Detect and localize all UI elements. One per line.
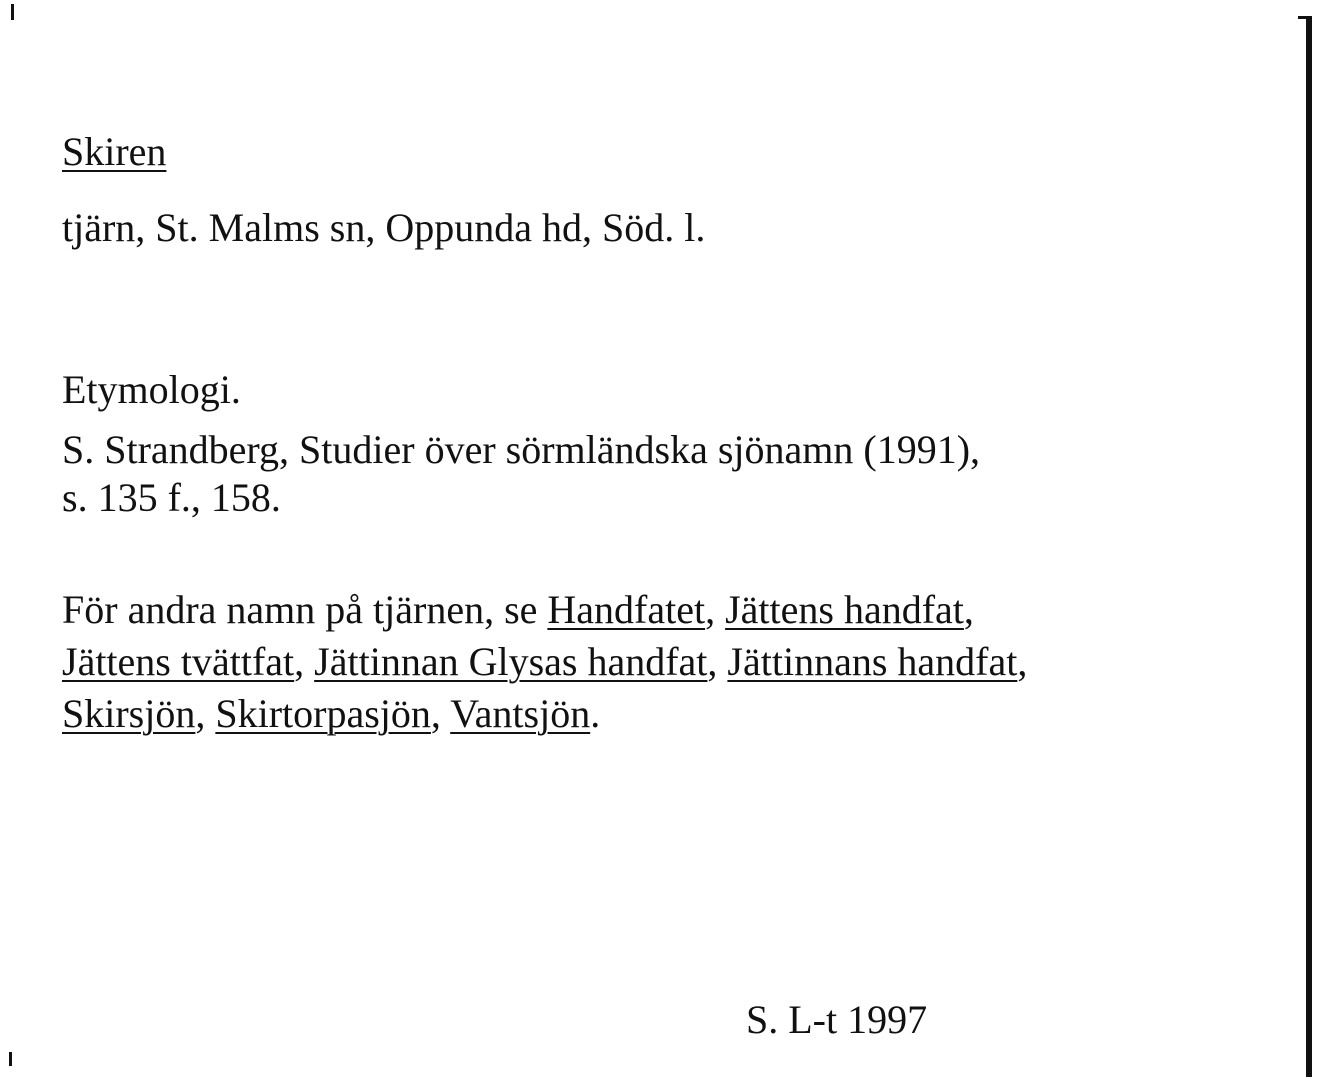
separator: ,: [705, 587, 726, 632]
separator: ,: [195, 691, 216, 736]
entry-title-line: [62, 128, 166, 176]
separator: ,: [430, 691, 451, 736]
other-names-line-2: [62, 638, 1027, 686]
scan-corner-mark-bottom: [9, 1052, 12, 1066]
link-skirtorpasjon[interactable]: Skirtorpasjön: [215, 691, 431, 736]
separator: ,: [963, 587, 974, 632]
entry-location: tjärn, St. Malms sn, Oppunda hd, Söd. l.: [62, 205, 706, 250]
scan-right-edge: [1306, 16, 1312, 1077]
other-names-intro: För andra namn på tjärnen, se: [62, 587, 548, 632]
other-names-line-1: [62, 586, 974, 634]
etymology-heading: Etymologi.: [62, 367, 241, 412]
final-period: .: [590, 691, 601, 736]
link-jattens-tvattfat[interactable]: Jättens tvättfat: [62, 639, 295, 684]
separator: ,: [1017, 639, 1028, 684]
link-handfatet[interactable]: Handfatet: [547, 587, 706, 632]
entry-title: Skiren: [62, 129, 167, 174]
link-skirsjon[interactable]: Skirsjön: [62, 691, 196, 736]
etymology-source-line-1: S. Strandberg, Studier över sörmländska sjönamn (1991),: [62, 427, 981, 472]
separator: ,: [294, 639, 315, 684]
author-signature: S. L-t 1997: [746, 997, 928, 1042]
link-jattinnans-handfat[interactable]: Jättinnans handfat: [727, 639, 1018, 684]
link-vantsjon[interactable]: Vantsjön: [450, 691, 591, 736]
scan-corner-mark-top: [11, 4, 14, 20]
link-jattinnan-glysas-handfat[interactable]: Jättinnan Glysas handfat: [314, 639, 708, 684]
etymology-source-line-2: s. 135 f., 158.: [62, 475, 281, 520]
link-jattens-handfat[interactable]: Jättens handfat: [725, 587, 964, 632]
other-names-line-3: [62, 690, 600, 738]
separator: ,: [707, 639, 728, 684]
